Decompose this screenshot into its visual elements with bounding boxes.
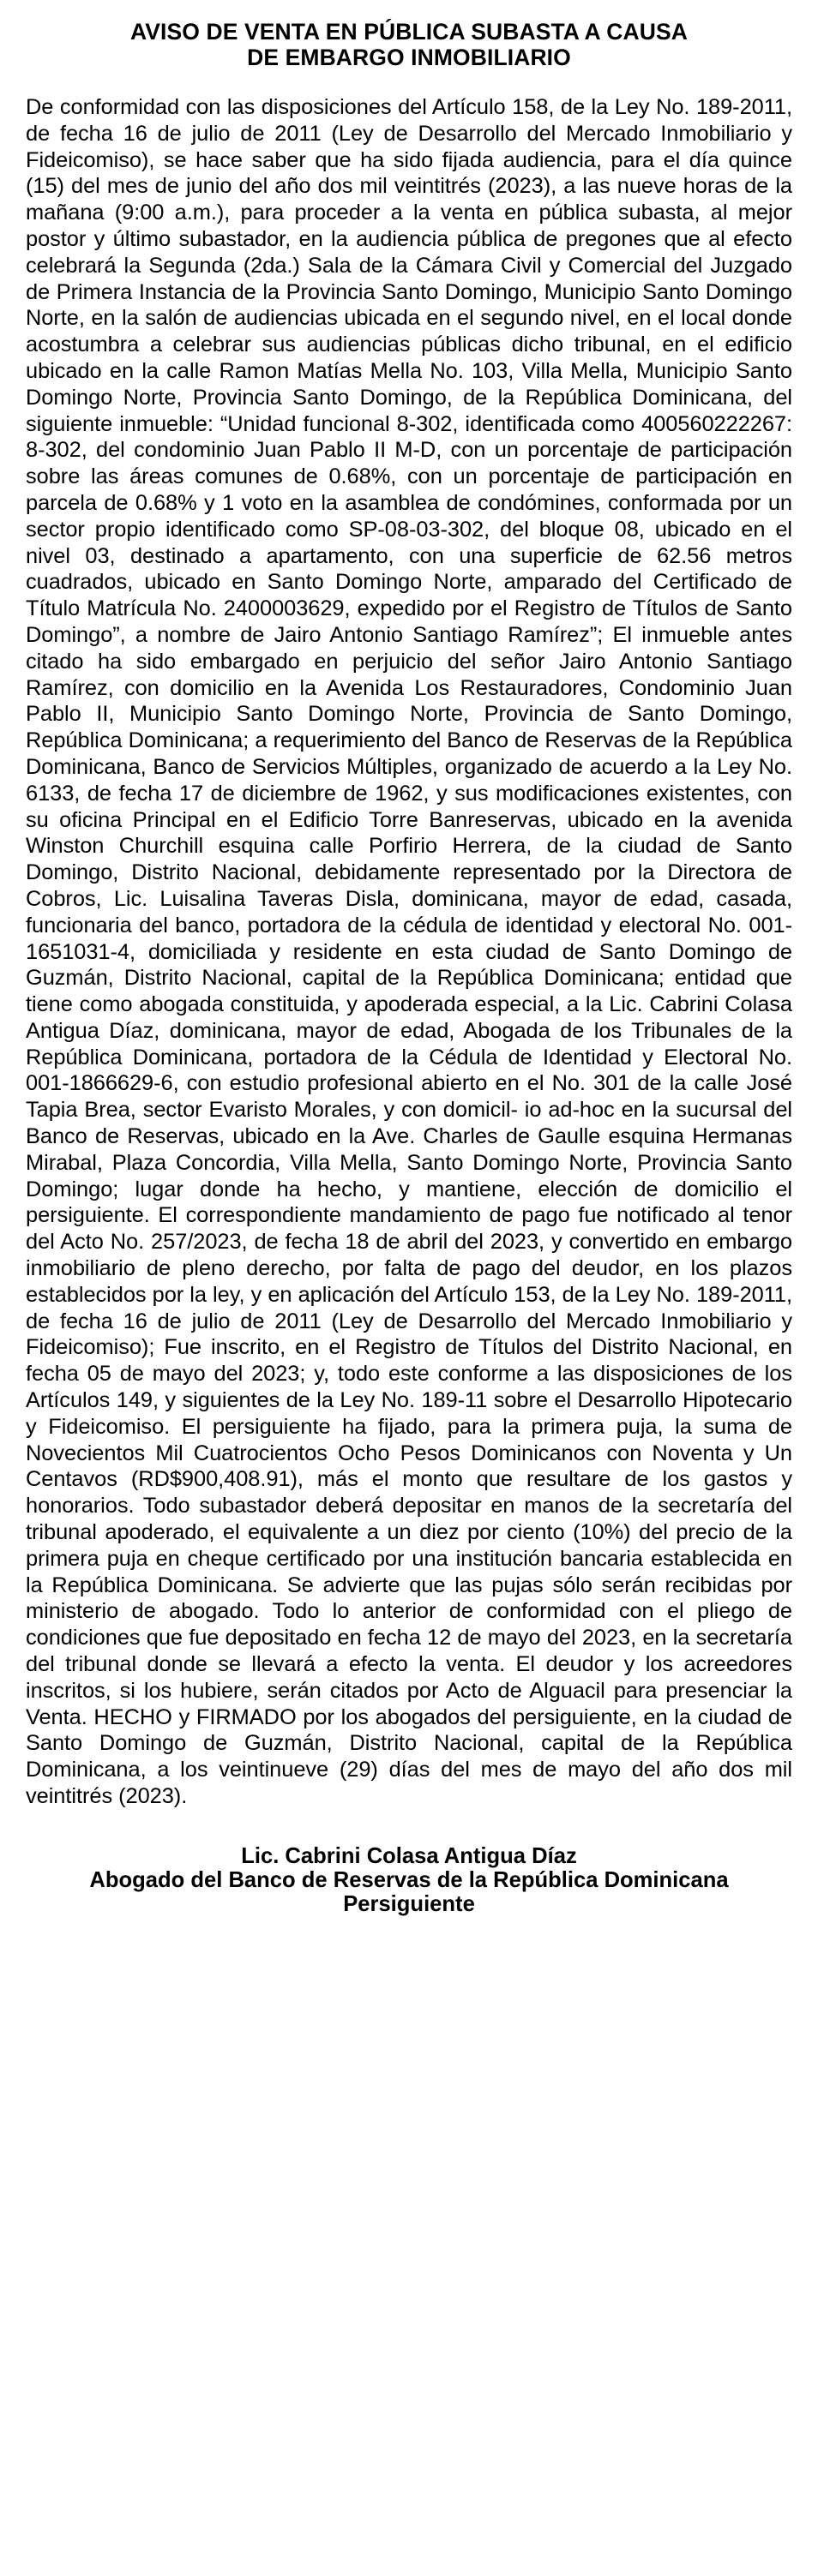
notice-body: De conformidad con las disposiciones del Artículo 158, de la Ley No. 189-2011, de fecha 16 de julio de 2011 (Ley de Desarrollo del Mercado Inmobiliario y Fideicomiso), se hace saber que ha sido fijada audiencia, para el día quince (15) del mes de junio del año dos mil veintitrés (2023), a las nueve horas de la mañana (9:00 a.m.), para proceder a la venta en pública subasta, al mejor postor y último subastador, en la audiencia pública de pregones que al efecto celebrará la Segunda (2da.) Sala de la Cámara Civil y Comercial del Juzgado de Primera Instancia de la Provincia Santo Domingo, Municipio Santo Domingo Norte, en la salón de audiencias ubicada en el segundo nivel, en el local donde acostumbra a celebrar sus audiencias públicas dicho tribunal, en el edificio ubicado en la calle Ramon Matías Mella No. 103, Villa Mella, Municipio Santo Domingo Norte, Provincia Santo Domingo, de la República Dominicana, del siguiente inmueble: “Unidad funcional 8-302, identificada como 400560222267: 8-302, del condominio Juan Pablo II M-D, con un porcentaje de participación sobre las áreas comunes de 0.68%, con un porcentaje de participación en parcela de 0.68% y 1 voto en la asamblea de condómines, conformada por un sector propio identificado como SP-08-03-302, del bloque 08, ubicado en el nivel 03, destinado a apartamento, con una superficie de 62.56 metros cuadrados, ubicado en Santo Domingo Norte, amparado del Certificado de Título Matrícula No. 2400003629, expedido por el Registro de Títulos de Santo Domingo”, a nombre de Jairo Antonio Santiago Ramírez”; El inmueble antes citado ha sido embargado en perjuicio del señor Jairo Antonio Santiago Ramírez, con domicilio en la Avenida Los Restauradores, Condominio Juan Pablo II, Municipio Santo Domingo Norte, Provincia de Santo Domingo, República Dominicana; a requerimiento del Banco de Reservas de la República Dominicana, Banco de Servicios Múltiples, organizado de acuerdo a la Ley No. 6133, de fecha 17 de diciembre de 1962, y sus modificaciones existentes, con su oficina Principal en el Edificio Torre Banreservas, ubicado en la avenida Winston Churchill esquina calle Porfirio Herrera, de la ciudad de Santo Domingo, Distrito Nacional, debidamente representado por la Directora de Cobros, Lic. Luisalina Taveras Disla, dominicana, mayor de edad, casada, funcionaria del banco, portadora de la cédula de identidad y electoral No. 001-1651031-4, domiciliada y residente en esta ciudad de Santo Domingo de Guzmán, Distrito Nacional, capital de la República Dominicana; entidad que tiene como abogada constituida, y apoderada especial, a la Lic. Cabrini Colasa Antigua Díaz, dominicana, mayor de edad, Abogada de los Tribunales de la República Dominicana, portadora de la Cédula de Identidad y Electoral No. 001-1866629-6, con estudio profesional abierto en el No. 301 de la calle José Tapia Brea, sector Evaristo Morales, y con domicil- io ad-hoc en la sucursal del Banco de Reservas, ubicado en la Ave. Charles de Gaulle esquina Hermanas Mirabal, Plaza Concordia, Villa Mella, Santo Domingo Norte, Provincia Santo Domingo; lugar donde ha hecho, y mantiene, elección de domicilio el persiguiente. El correspondiente mandamiento de pago fue notificado al tenor del Acto No. 257/2023, de fecha 18 de abril del 2023, y convertido en embargo inmobiliario de pleno derecho, por falta de pago del deudor, en los plazos establecidos por la ley, y en aplicación del Artículo 153, de la Ley No. 189-2011, de fecha 16 de julio de 2011 (Ley de Desarrollo del Mercado Inmobiliario y Fideicomiso); Fue inscrito, en el Registro de Títulos del Distrito Nacional, en fecha 05 de mayo del 2023; y, todo este conforme a las disposiciones de los Artículos 149, y siguientes de la Ley No. 189-11 sobre el Desarrollo Hipotecario y Fideicomiso. El persiguiente ha fijado, para la primera puja, la suma de Novecientos Mil Cuatrocientos Ocho Pesos Dominicanos con Noventa y Un Centavos (RD$900,408.91), más el monto que resultare de los gastos y honorarios. Todo subastador deberá depositar en manos de la secretaría del tribunal apoderado, el equivalente a un diez por ciento (10%) del precio de la primera puja en cheque certificado por una institución bancaria establecida en la República Dominicana. Se advierte que las pujas sólo serán recibidas por ministerio de abogado. Todo lo anterior de conformidad con el pliego de condiciones que fue depositado en fecha 12 de mayo del 2023, en la secretaría del tribunal donde se llevará a efecto la venta. El deudor y los acreedores inscritos, si los hubiere, serán citados por Acto de Alguacil para presenciar la Venta. HECHO y FIRMADO por los abogados del persiguiente, en la ciudad de Santo Domingo de Guzmán, Distrito Nacional, capital de la República Dominicana, a los veintinueve (29) días del mes de mayo del año dos mil veintitrés (2023). [26,95,792,1808]
signature-name: Lic. Cabrini Colasa Antigua Díaz [241,1843,577,1868]
signature-party: Persiguiente [343,1891,475,1916]
notice-title-line-1: AVISO DE VENTA EN PÚBLICA SUBASTA A CAUSA [130,19,688,45]
signature-role: Abogado del Banco de Reservas de la República Dominicana [89,1867,729,1892]
notice-title-line-2: DE EMBARGO INMOBILIARIO [247,45,571,70]
signature-block [26,1844,792,1916]
notice-title [26,19,792,70]
